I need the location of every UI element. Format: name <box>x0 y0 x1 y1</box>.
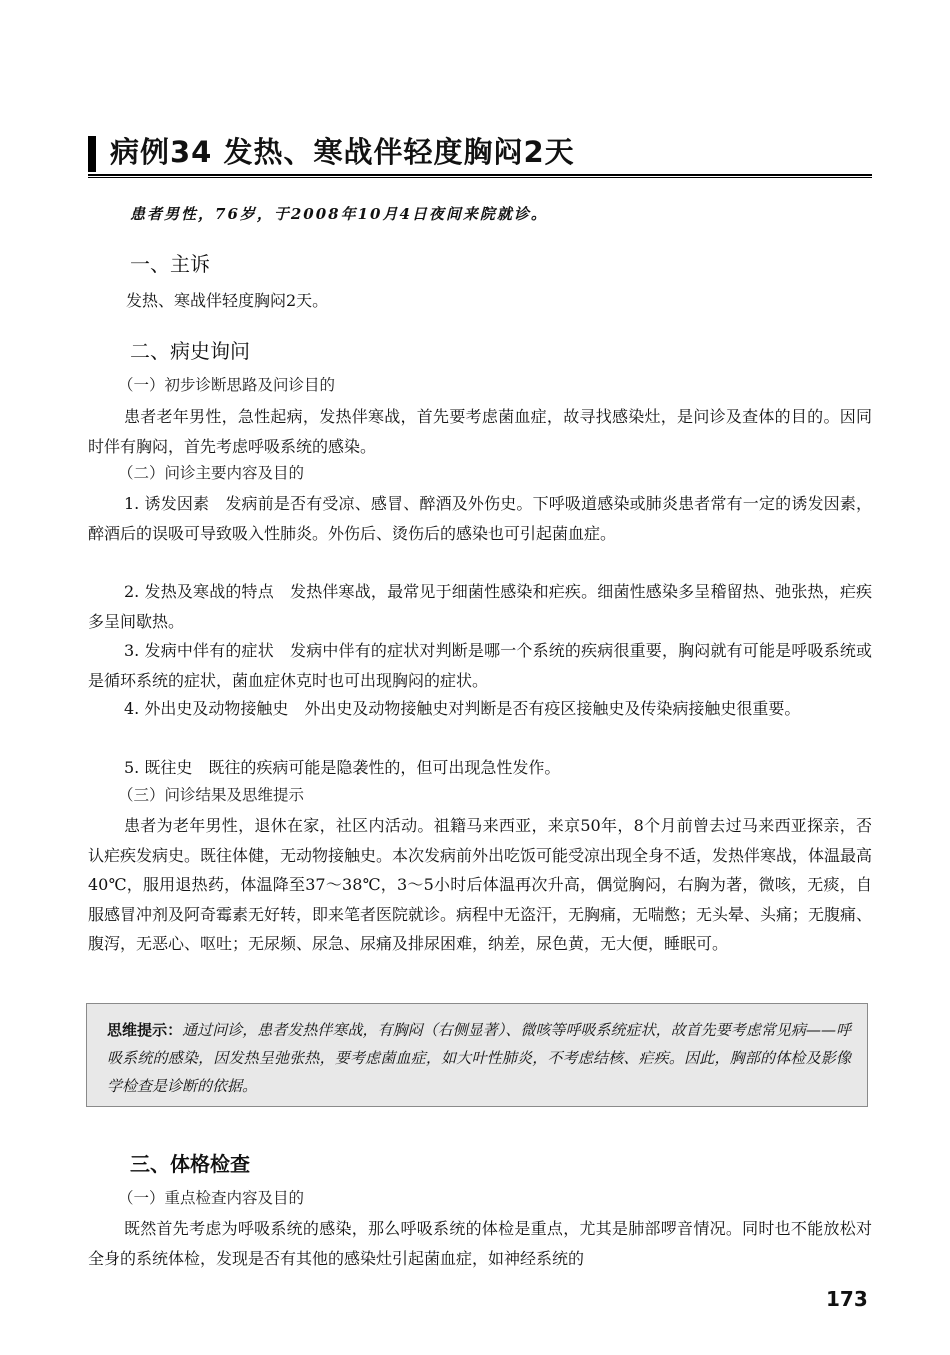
subsection-heading-inquiry-content: （二）问诊主要内容及目的 <box>118 464 305 482</box>
subsection-heading-exam-content: （一）重点检查内容及目的 <box>118 1189 305 1207</box>
inquiry-item-1: 1. 诱发因素 发病前是否有受凉、感冒、醉酒及外伤史。下呼吸道感染或肺炎患者常有一定的诱发因素，醉酒后的误吸可导致吸入性肺炎。外伤后、烫伤后的感染也可引起菌血症。 <box>88 494 872 543</box>
exam-content-text: 既然首先考虑为呼吸系统的感染，那么呼吸系统的体检是重点，尤其是肺部啰音情况。同时也不能放松对全身的系统体检，发现是否有其他的感染灶引起菌血症，如神经系统的 <box>88 1219 872 1268</box>
subsection-heading-inquiry-results: （三）问诊结果及思维提示 <box>118 786 305 804</box>
case-title: 病例34 发热、寒战伴轻度胸闷2天 <box>110 135 575 169</box>
section-heading-physical-exam: 三、体格检查 <box>130 1152 250 1176</box>
case-title-block <box>88 132 872 176</box>
title-rule <box>88 174 872 178</box>
inquiry-results-text: 患者为老年男性，退休在家，社区内活动。祖籍马来西亚，来京50年，8个月前曾去过马来西亚探亲，否认疟疾发病史。既往体健，无动物接触史。本次发病前外出吃饭可能受凉出现全身不适，发热伴寒战，体温最高40℃，服用退热药，体温降至37～38℃，3～5小时后体温再次升高，偶觉胸闷，右胸为著，微咳，无痰，自服感冒冲剂及阿奇霉素无好转，即来笔者医院就诊。病程中无盗汗，无胸痛，无喘憋；无头晕、头痛；无腹痛、腹泻，无恶心、呕吐；无尿频、尿急、尿痛及排尿困难，纳差，尿色黄，无大便，睡眠可。 <box>88 816 873 953</box>
section-heading-chief-complaint: 一、主诉 <box>130 252 210 276</box>
inquiry-item-5: 5. 既往史 既往的疾病可能是隐袭性的，但可出现急性发作。 <box>124 758 561 777</box>
thinking-hint-box <box>86 1003 868 1107</box>
page-number: 173 <box>826 1287 868 1311</box>
section-heading-history: 二、病史询问 <box>130 339 250 363</box>
inquiry-item-2: 2. 发热及寒战的特点 发热伴寒战，最常见于细菌性感染和疟疾。细菌性感染多呈稽留热、弛张热，疟疾多呈间歇热。 <box>88 582 872 631</box>
chief-complaint-text: 发热、寒战伴轻度胸闷2天。 <box>126 291 329 310</box>
diagnosis-approach-text: 患者老年男性，急性起病，发热伴寒战，首先要考虑菌血症，故寻找感染灶，是问诊及查体的目的。因同时伴有胸闷，首先考虑呼吸系统的感染。 <box>88 407 872 456</box>
inquiry-item-3: 3. 发病中伴有的症状 发病中伴有的症状对判断是哪一个系统的疾病很重要，胸闷就有可能是呼吸系统或是循环系统的症状，菌血症休克时也可出现胸闷的症状。 <box>88 641 872 690</box>
title-bar-decoration <box>88 136 96 172</box>
thinking-hint-label: 思维提示： <box>107 1021 183 1039</box>
inquiry-item-4: 4. 外出史及动物接触史 外出史及动物接触史对判断是否有疫区接触史及传染病接触史很重要。 <box>124 699 801 718</box>
patient-info: 患者男性，76岁，于2008年10月4日夜间来院就诊。 <box>130 205 548 223</box>
thinking-hint-paragraph <box>107 1016 851 1100</box>
subsection-heading-diagnosis-approach: （一）初步诊断思路及问诊目的 <box>118 376 336 394</box>
thinking-hint-text: 通过问诊，患者发热伴寒战，有胸闷（右侧显著）、微咳等呼吸系统症状，故首先要考虑常见病——呼吸系统的感染，因发热呈弛张热，要考虑菌血症，如大叶性肺炎，不考虑结核、疟疾。因此，胸部的体检及影像学检查是诊断的依据。 <box>107 1021 851 1095</box>
